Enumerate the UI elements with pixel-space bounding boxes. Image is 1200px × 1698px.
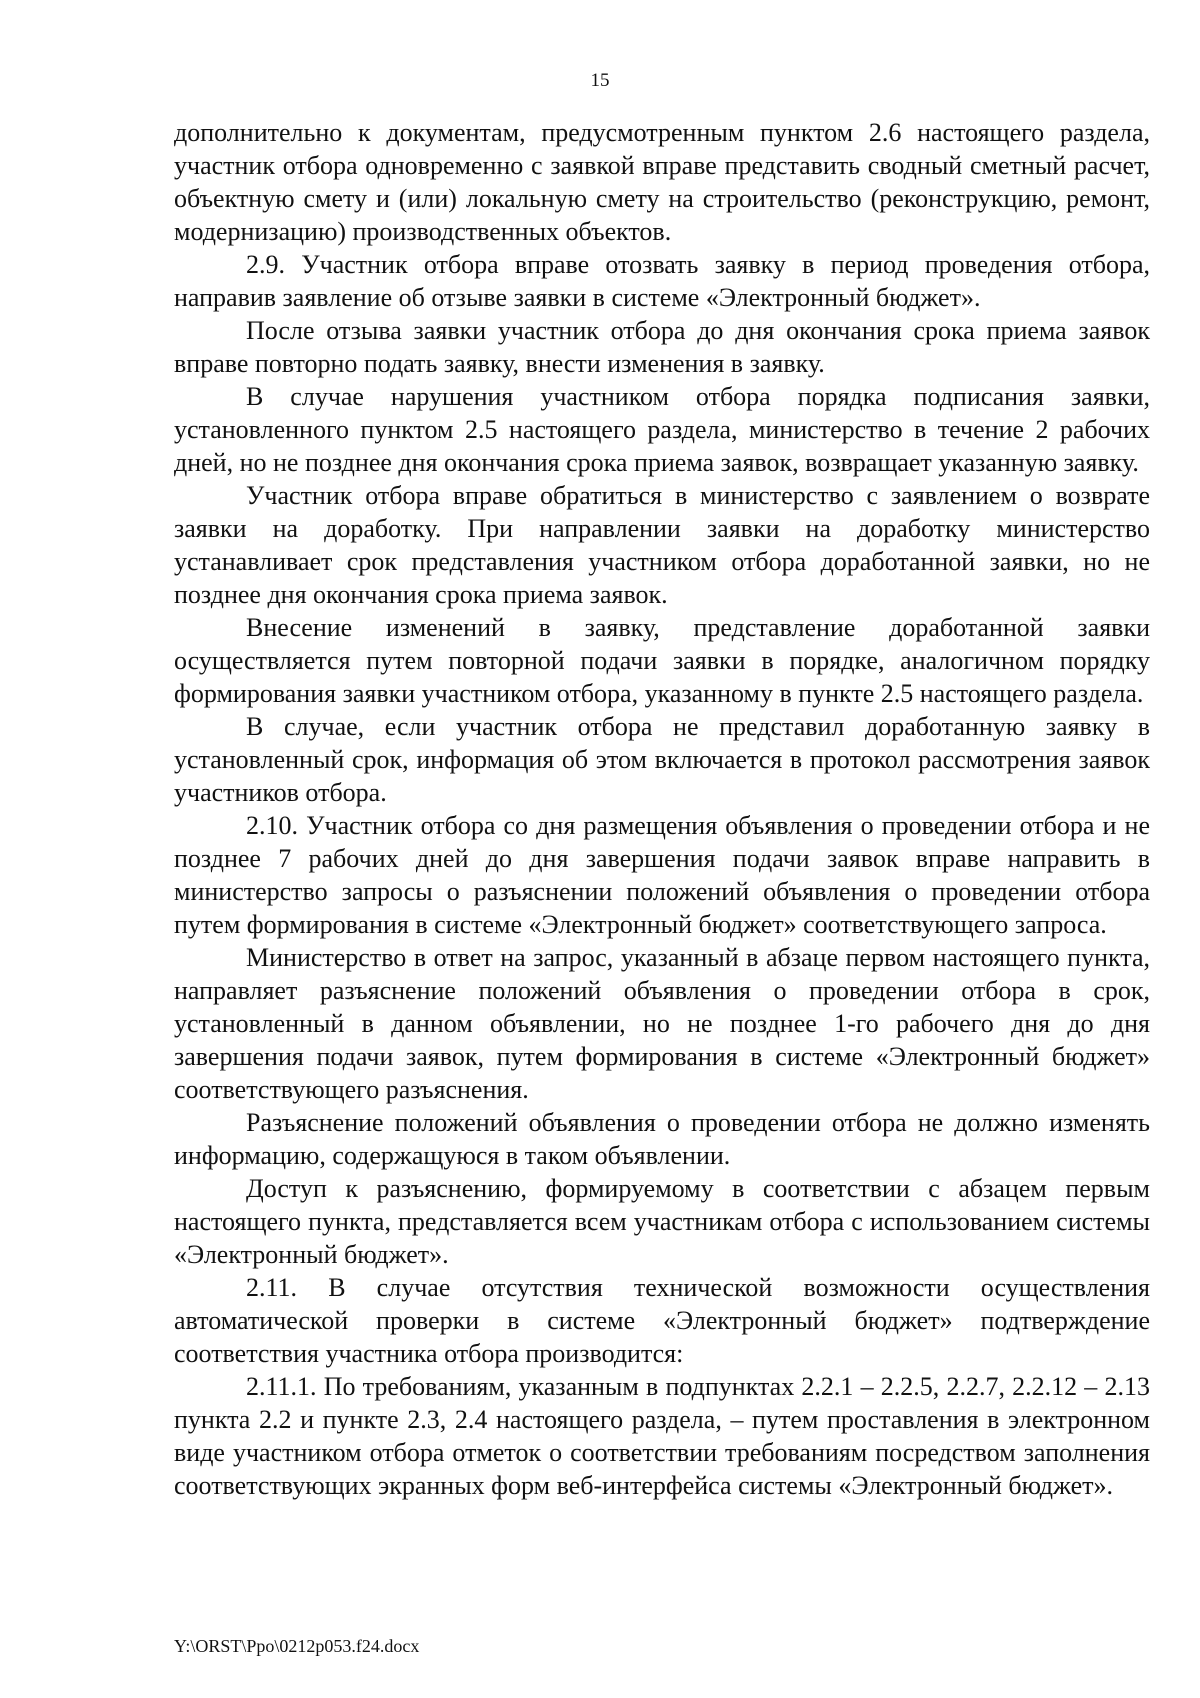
paragraph-2-9: 2.9. Участник отбора вправе отозвать заявку в период проведения отбора, направив заявление об отзыве заявки в системе «Электронный бюджет». [174, 250, 1150, 312]
paragraph-2-10: 2.10. Участник отбора со дня размещения объявления о проведении отбора и не позднее 7 рабочих дней до дня завершения подачи заявок вправе направить в министерство запросы о разъяснении положений объявления о проведении отбора путем формирования в системе «Электронный бюджет» соответствующего запроса. [174, 811, 1150, 939]
paragraph-continuation: дополнительно к документам, предусмотренным пунктом 2.6 настоящего раздела, участник отбора одновременно с заявкой вправе представить сводный сметный расчет, объектную смету и (или) локальную смету на строительство (реконструкцию, ремонт, модернизацию) производственных объектов. [174, 118, 1150, 246]
paragraph: В случае нарушения участником отбора порядка подписания заявки, установленного пунктом 2.5 настоящего раздела, министерство в течение 2 рабочих дней, но не позднее дня окончания срока приема заявок, возвращает указанную заявку. [174, 382, 1150, 477]
paragraph-2-11: 2.11. В случае отсутствия технической возможности осуществления автоматической проверки в системе «Электронный бюджет» подтверждение соответствия участника отбора производится: [174, 1273, 1150, 1368]
paragraph: В случае, если участник отбора не представил доработанную заявку в установленный срок, информация об этом включается в протокол рассмотрения заявок участников отбора. [174, 712, 1150, 807]
paragraph: Министерство в ответ на запрос, указанный в абзаце первом настоящего пункта, направляет разъяснение положений объявления о проведении отбора в срок, установленный в данном объявлении, но не позднее 1-го рабочего дня до дня завершения подачи заявок, путем формирования в системе «Электронный бюджет» соответствующего разъяснения. [174, 943, 1150, 1104]
paragraph: После отзыва заявки участник отбора до дня окончания срока приема заявок вправе повторно подать заявку, внести изменения в заявку. [174, 316, 1150, 378]
footer-file-path: Y:\ORST\Ppo\0212p053.f24.docx [174, 1636, 420, 1656]
page-number: 15 [590, 70, 610, 91]
paragraph-2-11-1: 2.11.1. По требованиям, указанным в подпунктах 2.2.1 – 2.2.5, 2.2.7, 2.2.12 – 2.13 пункта 2.2 и пункте 2.3, 2.4 настоящего раздела, – путем проставления в электронном виде участником отбора отметок о соответствии требованиям посредством заполнения соответствующих экранных форм веб-интерфейса системы «Электронный бюджет». [174, 1372, 1150, 1500]
paragraph: Внесение изменений в заявку, представление доработанной заявки осуществляется путем повторной подачи заявки в порядке, аналогичном порядку формирования заявки участником отбора, указанному в пункте 2.5 настоящего раздела. [174, 613, 1150, 708]
paragraph: Доступ к разъяснению, формируемому в соответствии с абзацем первым настоящего пункта, представляется всем участникам отбора с использованием системы «Электронный бюджет». [174, 1174, 1150, 1269]
document-body [174, 116, 1150, 1502]
paragraph: Разъяснение положений объявления о проведении отбора не должно изменять информацию, содержащуюся в таком объявлении. [174, 1108, 1150, 1170]
paragraph: Участник отбора вправе обратиться в министерство с заявлением о возврате заявки на доработку. При направлении заявки на доработку министерство устанавливает срок представления участником отбора доработанной заявки, но не позднее дня окончания срока приема заявок. [174, 481, 1150, 609]
